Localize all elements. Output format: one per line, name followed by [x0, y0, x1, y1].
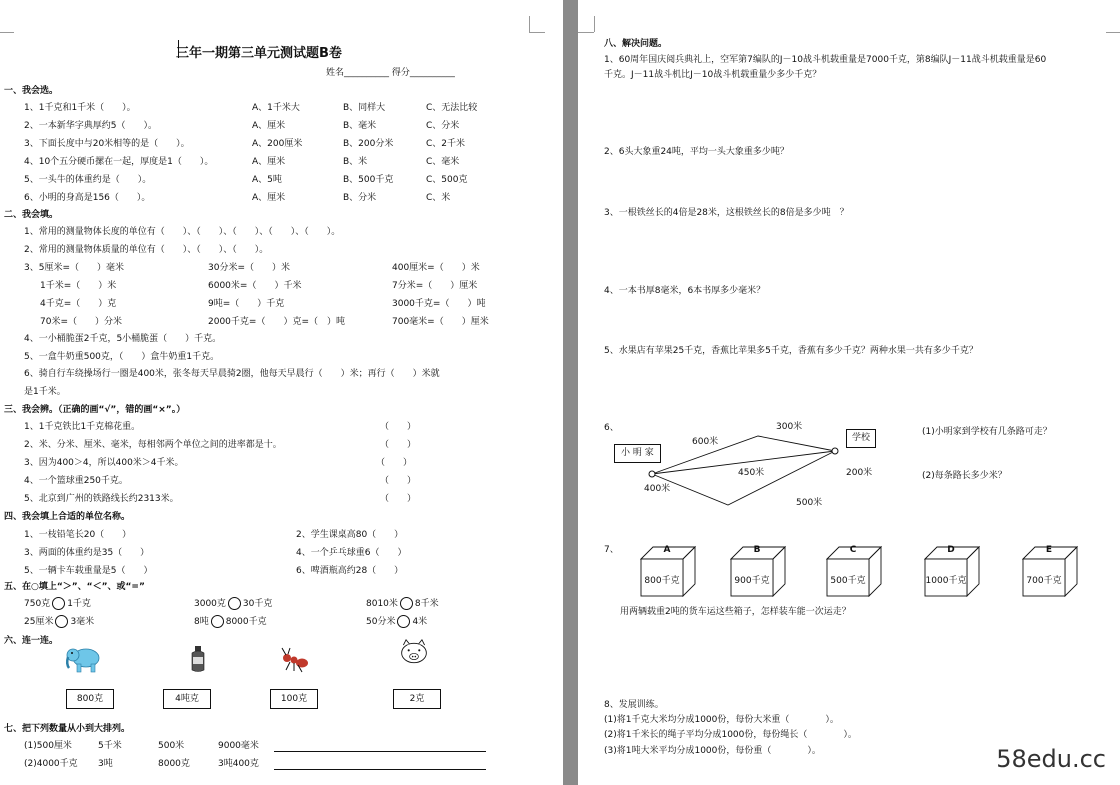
- unit-question: 6、啤酒瓶高约28（ ）: [296, 566, 404, 576]
- crop-mark: [529, 16, 530, 32]
- quantity-item: 5千米: [98, 741, 122, 751]
- choice-option: A、厘米: [252, 121, 286, 131]
- conversion-item: 1千米=（ ）米: [40, 281, 117, 291]
- question-line: (2)每条路长多少米？: [922, 471, 1007, 481]
- conversion-item: 4千克=（ ）克: [40, 299, 117, 309]
- judge-statement: 3、因为400＞4，所以400米＞4千米。: [24, 458, 184, 468]
- crate-weight: 1000千克: [925, 576, 967, 586]
- compare-left: 3000克: [194, 599, 226, 609]
- section-heading: 二、我会填。: [4, 210, 59, 220]
- compare-left: 25厘米: [24, 617, 54, 627]
- match-box: 4吨克: [163, 689, 211, 709]
- crate-label: E: [1045, 545, 1053, 555]
- judge-statement: 5、北京到广州的铁路线长约2313米。: [24, 494, 179, 504]
- choice-option: B、分米: [343, 193, 377, 203]
- choice-option: B、同样大: [343, 103, 386, 113]
- conversion-item: 2000千克=（ ）克=（ ）吨: [208, 317, 345, 327]
- ant-icon: [274, 644, 314, 674]
- conversion-item: 70米=（ ）分米: [40, 317, 122, 327]
- choice-option: B、毫米: [343, 121, 377, 131]
- choice-option: B、米: [343, 157, 368, 167]
- section-heading: 六、连一连。: [4, 636, 59, 646]
- problem-line: 1、60周年国庆阅兵典礼上，空军第7编队的J－10战斗机载重量是7000千克，第8编队J－11战斗机载重量是60: [604, 55, 1047, 65]
- question-line: 8、发展训练。: [604, 700, 664, 710]
- choice-option: A、厘米: [252, 193, 286, 203]
- compare-right: 30千克: [242, 599, 273, 609]
- quantity-item: (1)500厘米: [24, 741, 72, 751]
- compare-left: 8吨: [194, 617, 209, 627]
- crop-mark: [0, 32, 14, 33]
- choice-option: C、无法比较: [426, 103, 478, 113]
- compare-item: [366, 597, 439, 610]
- question-line: 用两辆载重2吨的货车运这些箱子，怎样装车能一次运走？: [620, 607, 851, 617]
- choice-question: 6、小明的身高是156（ ）。: [24, 193, 151, 203]
- question-line: 4、一小桶脆蛋2千克，5小桶脆蛋（ ）千克。: [24, 334, 222, 344]
- crate-label: C: [849, 545, 857, 555]
- choice-option: C、分米: [426, 121, 460, 131]
- judge-statement: 4、一个篮球重250千克。: [24, 476, 128, 486]
- unit-question: 5、一辆卡车载重量是5（ ）: [24, 566, 153, 576]
- choice-option: A、200厘米: [252, 139, 303, 149]
- question-line: 2、常用的测量物体质量的单位有（ ）、（ ）、（ ）。: [24, 245, 269, 255]
- answer-paren: （ ）: [380, 476, 417, 486]
- conversion-item: 9吨=（ ）千克: [208, 299, 285, 309]
- question-line: (3)将1吨大米平均分成1000份，每份重（ ）。: [604, 746, 821, 756]
- section-heading: 七、把下列数量从小到大排列。: [4, 724, 131, 734]
- compare-circle[interactable]: [55, 615, 68, 628]
- match-box: 800克: [66, 689, 114, 709]
- section-heading: 八、解决问题。: [604, 39, 668, 49]
- name-score-line: 姓名__________ 得分__________: [326, 68, 455, 78]
- choice-option: C、500克: [426, 175, 468, 185]
- quantity-item: 500米: [158, 741, 185, 751]
- compare-left: 50分米: [366, 617, 396, 627]
- quantity-item: (2)4000千克: [24, 759, 78, 769]
- choice-option: C、米: [426, 193, 451, 203]
- crate-weight: 500千克: [830, 576, 866, 586]
- crate-label: A: [663, 545, 671, 555]
- compare-circle[interactable]: [397, 615, 410, 628]
- compare-left: 750克: [24, 599, 51, 609]
- choice-question: 5、一头牛的体重约是（ ）。: [24, 175, 152, 185]
- distance-label: 300米: [776, 422, 803, 432]
- quantity-item: 9000毫米: [218, 741, 259, 751]
- conversion-item: 30分米=（ ）米: [208, 263, 290, 273]
- conversion-item: 3000千克=（ ）吨: [392, 299, 486, 309]
- conversion-item: 3、5厘米=（ ）毫米: [24, 263, 124, 273]
- compare-item: [24, 615, 94, 628]
- distance-label: 500米: [796, 498, 823, 508]
- conversion-item: 700毫米=（ ）厘米: [392, 317, 489, 327]
- quantity-item: 3吨: [98, 759, 113, 769]
- judge-statement: 1、1千克铁比1千克棉花重。: [24, 422, 141, 432]
- compare-item: [194, 597, 272, 610]
- question-line: 是1千米。: [24, 387, 66, 397]
- crate-weight: 900千克: [734, 576, 770, 586]
- compare-right: 8000千克: [225, 617, 267, 627]
- quantity-item: 8000克: [158, 759, 190, 769]
- distance-label: 200米: [846, 468, 873, 478]
- question-line: (1)小明家到学校有几条路可走？: [922, 427, 1052, 437]
- answer-line: [274, 741, 486, 752]
- section-heading: 一、我会选。: [4, 86, 59, 96]
- answer-line: [274, 759, 486, 770]
- choice-option: A、5吨: [252, 175, 282, 185]
- match-box: 100克: [270, 689, 318, 709]
- problem-line: 2、6头大象重24吨，平均一头大象重多少吨？: [604, 147, 789, 157]
- compare-right: 1千克: [67, 599, 91, 609]
- compare-left: 8010米: [366, 599, 398, 609]
- choice-option: C、2千米: [426, 139, 466, 149]
- crate-label: D: [947, 545, 955, 555]
- question-line: (1)将1千克大米均分成1000份，每份大米重（ ）。: [604, 715, 839, 725]
- problem-line: 千克。J－11战斗机比J－10战斗机载重量少多少千克？: [604, 70, 822, 80]
- section-heading: 三、我会辨。（正确的画“√”，错的画“×”。）: [4, 405, 186, 415]
- choice-question: 3、下面长度中与20米相等的是（ ）。: [24, 139, 190, 149]
- problem-line: 3、一根铁丝长的4倍是28米，这根铁丝长的8倍是多少吨 ？: [604, 208, 849, 218]
- distance-label: 600米: [692, 437, 719, 447]
- compare-circle[interactable]: [228, 597, 241, 610]
- home-label: 小 明 家: [614, 444, 661, 463]
- quantity-item: 3吨400克: [218, 759, 259, 769]
- crop-mark: [594, 16, 595, 32]
- crop-mark: [1106, 32, 1120, 33]
- choice-option: A、厘米: [252, 157, 286, 167]
- unit-question: 2、学生课桌高80（ ）: [296, 530, 404, 540]
- choice-option: C、毫米: [426, 157, 460, 167]
- section-heading: 五、在○填上“＞”、“＜”、或“=”: [4, 582, 145, 592]
- compare-circle[interactable]: [400, 597, 413, 610]
- crate-label: B: [753, 545, 761, 555]
- problem-line: 5、水果店有苹果25千克，香蕉比苹果多5千克，香蕉有多少千克？两种水果一共有多少千克？: [604, 346, 978, 356]
- choice-question: 2、一本新华字典厚约5（ ）。: [24, 121, 157, 131]
- page-title: 三年一期第三单元测试题B卷: [176, 46, 342, 61]
- choice-question: 4、10个五分硬币摞在一起，厚度是1（ ）。: [24, 157, 214, 167]
- crop-mark: [529, 32, 545, 33]
- compare-right: 8千米: [414, 599, 439, 609]
- question-line: 6、骑自行车绕操场行一圈是400米，张冬每天早晨骑2圈，他每天早晨行（ ）米；再行（ ）米就: [24, 369, 440, 379]
- school-label: 学校: [846, 429, 876, 448]
- section-heading: 四、我会填上合适的单位名称。: [4, 512, 131, 522]
- right-page: [578, 0, 1120, 785]
- answer-paren: （ ）: [376, 458, 413, 468]
- pig-icon: [394, 638, 434, 668]
- compare-circle[interactable]: [52, 597, 65, 610]
- conversion-item: 400厘米=（ ）米: [392, 263, 480, 273]
- crate-weight: 800千克: [644, 576, 680, 586]
- compare-right: 3毫米: [70, 617, 95, 627]
- choice-question: 1、1千克和1千米（ ）。: [24, 103, 136, 113]
- answer-paren: （ ）: [380, 494, 417, 504]
- compare-item: [24, 597, 91, 610]
- compare-item: [194, 615, 267, 628]
- unit-question: 3、两面的体重约是35（ ）: [24, 548, 150, 558]
- choice-option: B、200分米: [343, 139, 394, 149]
- answer-paren: （ ）: [380, 422, 417, 432]
- distance-label: 400米: [644, 484, 671, 494]
- question-line: 5、一盒牛奶重500克，（ ）盒牛奶重1千克。: [24, 352, 220, 362]
- question-number: 6、: [604, 423, 619, 433]
- compare-circle[interactable]: [211, 615, 224, 628]
- elephant-icon: [64, 644, 104, 674]
- crate-weight: 700千克: [1026, 576, 1062, 586]
- crop-mark: [578, 32, 594, 33]
- problem-line: 4、一本书厚8毫米，6本书厚多少毫米？: [604, 286, 766, 296]
- watermark: 58edu.cc: [996, 745, 1106, 773]
- answer-paren: （ ）: [380, 440, 417, 450]
- judge-statement: 2、米、分米、厘米、毫米，每相邻两个单位之间的进率都是十。: [24, 440, 282, 450]
- distance-label: 450米: [738, 468, 765, 478]
- choice-option: A、1千米大: [252, 103, 300, 113]
- question-line: 1、常用的测量物体长度的单位有（ ）、（ ）、（ ）、（ ）、（ ）。: [24, 227, 341, 237]
- unit-question: 1、一枝铅笔长20（ ）: [24, 530, 132, 540]
- compare-right: 4米: [412, 617, 428, 627]
- question-line: (2)将1千米长的绳子平均分成1000份，每份绳长（ ）。: [604, 730, 857, 740]
- compare-item: [366, 615, 427, 628]
- choice-option: B、500千克: [343, 175, 394, 185]
- bottle-icon: [178, 644, 218, 674]
- match-box: 2克: [393, 689, 441, 709]
- conversion-item: 6000米=（ ）千米: [208, 281, 302, 291]
- conversion-item: 7分米=（ ）厘米: [392, 281, 478, 291]
- question-number: 7、: [604, 545, 619, 555]
- unit-question: 4、一个乒乓球重6（ ）: [296, 548, 407, 558]
